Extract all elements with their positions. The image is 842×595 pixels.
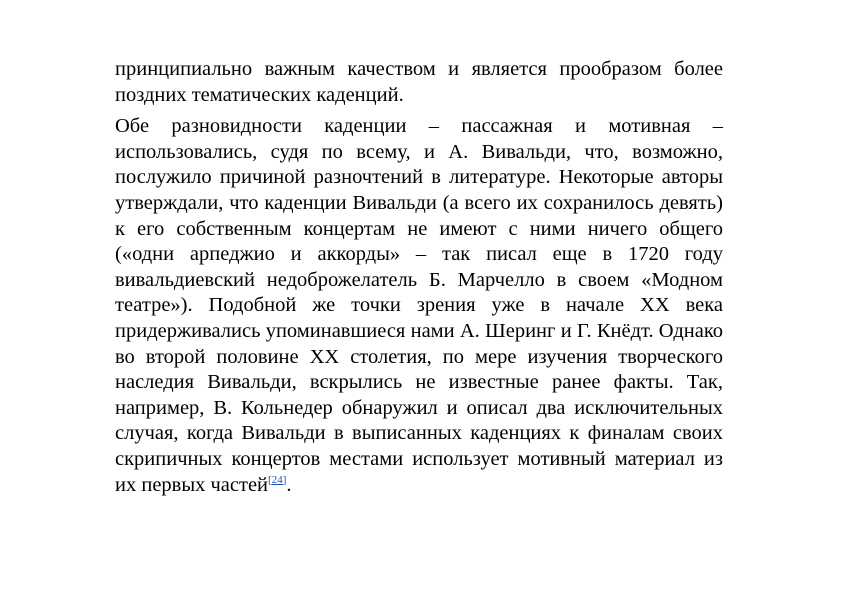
footnote-link[interactable]: [24]: [268, 473, 287, 486]
paragraph-2-end: .: [286, 473, 292, 496]
paragraph-2: [115, 114, 723, 498]
paragraph-1: принципиально важным качеством и является прообразом более поздних тематических каденций.: [115, 58, 723, 106]
paragraph-2-text: Обе разновидности каденции – пассажная и мотивная – использовались, судя по всему, и А. Вивальди, что, возможно, послужило причиной разночтений в литературе. Некоторые авторы утверждали, что каденции Вивальди (а всего их сохранилось девять) к его собственным концертам не имеют с ними ничего общего («одни арпеджио и аккорды» – так писал еще в 1720 году вивальдиевский недоброжелатель Б. Марчелло в своем «Модном театре»). Подобной же точки зрения уже в начале XX века придерживались упоминавшиеся нами А. Шеринг и Г. Кнёдт. Однако во второй половине XX столетия, по мере изучения творческого наследия Вивальди, вскрылись не известные ранее факты. Так, например, В. Кольнедер обнаружил и описал два исключительных случая, когда Вивальди в выписанных каденциях к финалам своих скрипичных концертов местами использует мотивный материал из их первых частей: [115, 115, 723, 496]
text-block: [115, 57, 723, 498]
